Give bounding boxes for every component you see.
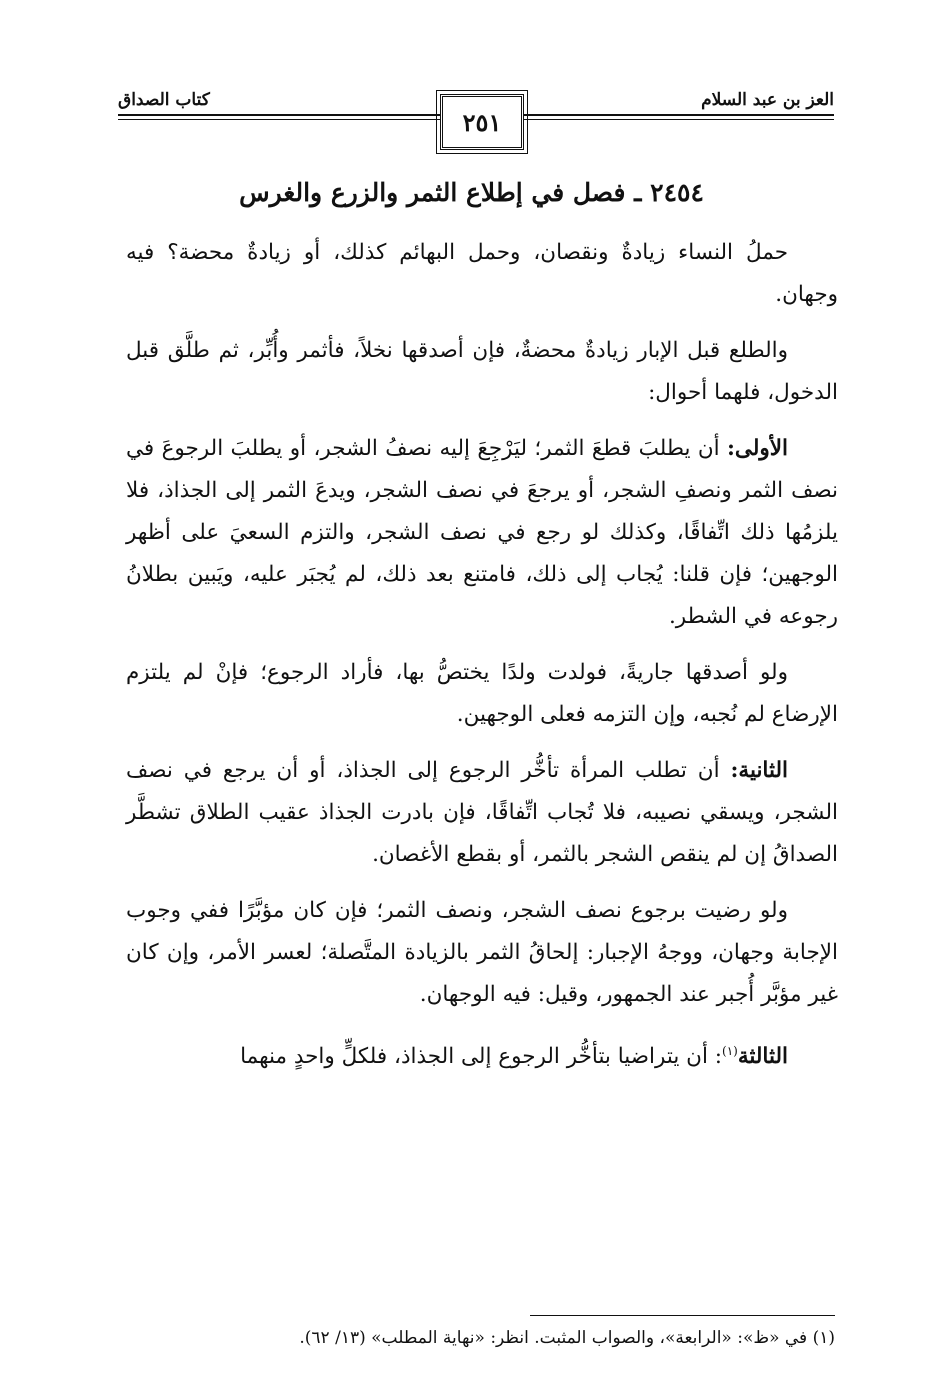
paragraph-text: أن تطلب المرأة تأخُّر الرجوع إلى الجذاذ، أو أن يرجع في نصف الشجر، ويسقي نصيبه، فلا تُجاب اتِّفاقًا، فإن بادرت الجذاذ عقيب الطلاق تشطَّر الصداقُ إن لم ينقص الشجر بالثمر، أو بقطع الأغصان. [126, 758, 838, 867]
footnote-marker: (١) [722, 1044, 738, 1058]
paragraph [126, 330, 838, 414]
paragraph-text: والطلع قبل الإبار زيادةٌ محضةٌ، فإن أصدقها نخلاً، فأثمر وأُبِّر، ثم طلَّق قبل الدخول، فلهما أحوال: [126, 338, 838, 405]
paragraph-lead: الأولى: [726, 436, 788, 461]
paragraph [126, 890, 838, 1016]
footnote-rule [530, 1315, 835, 1316]
paragraph [126, 652, 838, 736]
header-book-title: كتاب الصداق [118, 90, 210, 110]
paragraph [126, 750, 838, 876]
paragraph-lead: الثالثة [737, 1044, 788, 1070]
paragraph-text: : أن يتراضيا بتأخُّر الرجوع إلى الجذاذ، فلكلٍّ واحدٍ منهما [240, 1044, 723, 1070]
paragraph [126, 232, 838, 316]
paragraph-text: ولو رضيت برجوع نصف الشجر، ونصف الثمر؛ فإن كان مؤبَّرًا ففي وجوب الإجابة وجهان، ووجهُ الإجبار: إلحاقُ الثمر بالزيادة المتَّصلة؛ لعسر الأمر، وإن كان غير مؤبَّر أُجبر عند الجمهور، وقيل: فيه الوجهان. [126, 898, 838, 1007]
paragraph-text: حملُ النساء زيادةٌ ونقصان، وحمل البهائم كذلك، أو زيادةٌ محضة؟ فيه وجهان. [126, 240, 838, 307]
paragraph-text: أن يطلبَ قطعَ الثمر؛ ليَرْجِعَ إليه نصفُ الشجر، أو يطلبَ الرجوعَ في نصف الثمر ونصفِ الشجر، أو يرجعَ في نصف الشجر، ويدعَ الثمر إلى الجذاذ، فلا يلزمُها ذلك اتِّفاقًا، وكذلك لو رجع في نصف الشجر، والتزم السعيَ على أظهر الوجهين؛ فإن قلنا: يُجاب إلى ذلك، فامتنع بعد ذلك، لم يُجبَر عليه، ويَبين بطلانُ رجوعه في الشطر. [126, 436, 838, 629]
paragraph-text: ولو أصدقها جاريةً، فولدت ولدًا يختصُّ بها، فأراد الرجوع؛ فإنْ لم يلتزم الإرضاع لم نُجبه، وإن التزمه فعلى الوجهين. [126, 660, 838, 727]
section-title: ٢٤٥٤ ـ فصل في إطلاع الثمر والزرع والغرس [239, 178, 704, 207]
running-header [118, 86, 834, 156]
paragraph-lead: الثانية: [730, 758, 788, 783]
paragraph [126, 1030, 838, 1078]
footnote: (١) في «ظ»: «الرابعة»، والصواب المثبت. انظر: «نهاية المطلب» (١٣/ ٦٢). [299, 1328, 835, 1348]
body-text [126, 232, 838, 1092]
header-author: العز بن عبد السلام [701, 90, 834, 110]
page-number: ٢٥١ [462, 107, 502, 137]
page-number-frame [440, 94, 524, 150]
paragraph [126, 428, 838, 638]
